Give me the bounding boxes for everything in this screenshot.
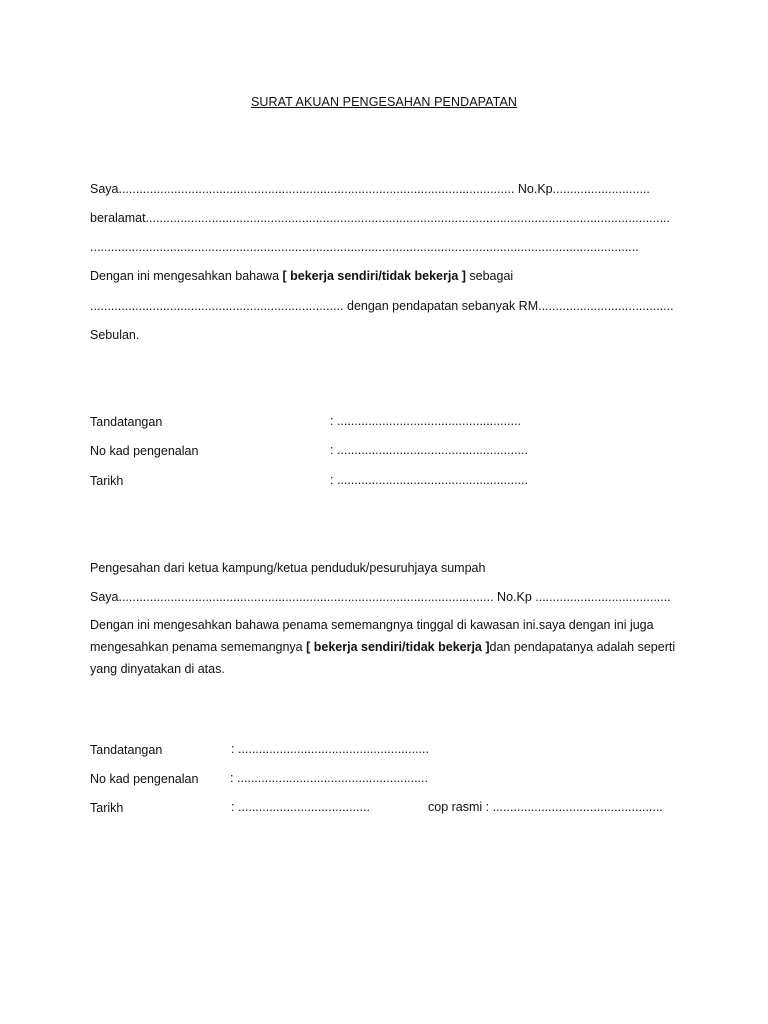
sign2-tarikh-label: Tarikh	[90, 801, 124, 815]
document-title: SURAT AKUAN PENGESAHAN PENDAPATAN	[250, 95, 518, 109]
income-line: ......................................................................... dengan pendapatan sebanyak RM.......................................	[90, 299, 674, 313]
declaration-prefix: Dengan ini mengesahkan bahawa	[90, 269, 283, 283]
sign1-nokad-value: : .......................................................	[330, 443, 528, 457]
official-stamp-field: cop rasmi : .................................................	[428, 800, 663, 814]
address-line-2: ..............................................................................................................................................................	[90, 240, 639, 254]
sign2-tarikh-value: : ......................................	[231, 800, 370, 814]
sign1-tarikh-label: Tarikh	[90, 474, 124, 488]
sign2-tandatangan-value: : .......................................................	[231, 742, 429, 756]
declaration-line	[90, 268, 513, 284]
verifier-saya-line: Saya............................................................................................................ No.Kp .......................................	[90, 590, 671, 604]
sign2-nokad-value: : .......................................................	[230, 771, 428, 785]
sign1-tandatangan-label: Tandatangan	[90, 415, 163, 429]
sebulan-text: Sebulan.	[90, 328, 140, 342]
sign2-nokad-label: No kad pengenalan	[90, 772, 199, 786]
verification-paragraph	[90, 614, 680, 680]
declaration-suffix: sebagai	[465, 269, 514, 283]
employment-status-bold: [ bekerja sendiri/tidak bekerja ]	[282, 269, 466, 283]
sign1-nokad-label: No kad pengenalan	[90, 444, 199, 458]
beralamat-line: beralamat.......................................................................................................................................................	[90, 211, 670, 225]
verification-status-bold: [ bekerja sendiri/tidak bekerja ]	[306, 640, 490, 654]
sign2-tandatangan-label: Tandatangan	[90, 743, 163, 757]
sign1-tandatangan-value: : .....................................................	[330, 414, 522, 428]
verification-text-part1: Dengan ini mengesahkan bahawa penama sememangnya tinggal di kawasan ini.saya dengan ini juga mengesahkan penama sememangnya	[90, 618, 654, 654]
saya-line: Saya.................................................................................................................. No.Kp............................	[90, 182, 650, 196]
verification-text-part2: dan pendapatanya adalah seperti yang dinyatakan di atas.	[90, 640, 676, 676]
sign1-tarikh-value: : .......................................................	[330, 473, 528, 487]
verification-heading: Pengesahan dari ketua kampung/ketua penduduk/pesuruhjaya sumpah	[90, 561, 486, 575]
